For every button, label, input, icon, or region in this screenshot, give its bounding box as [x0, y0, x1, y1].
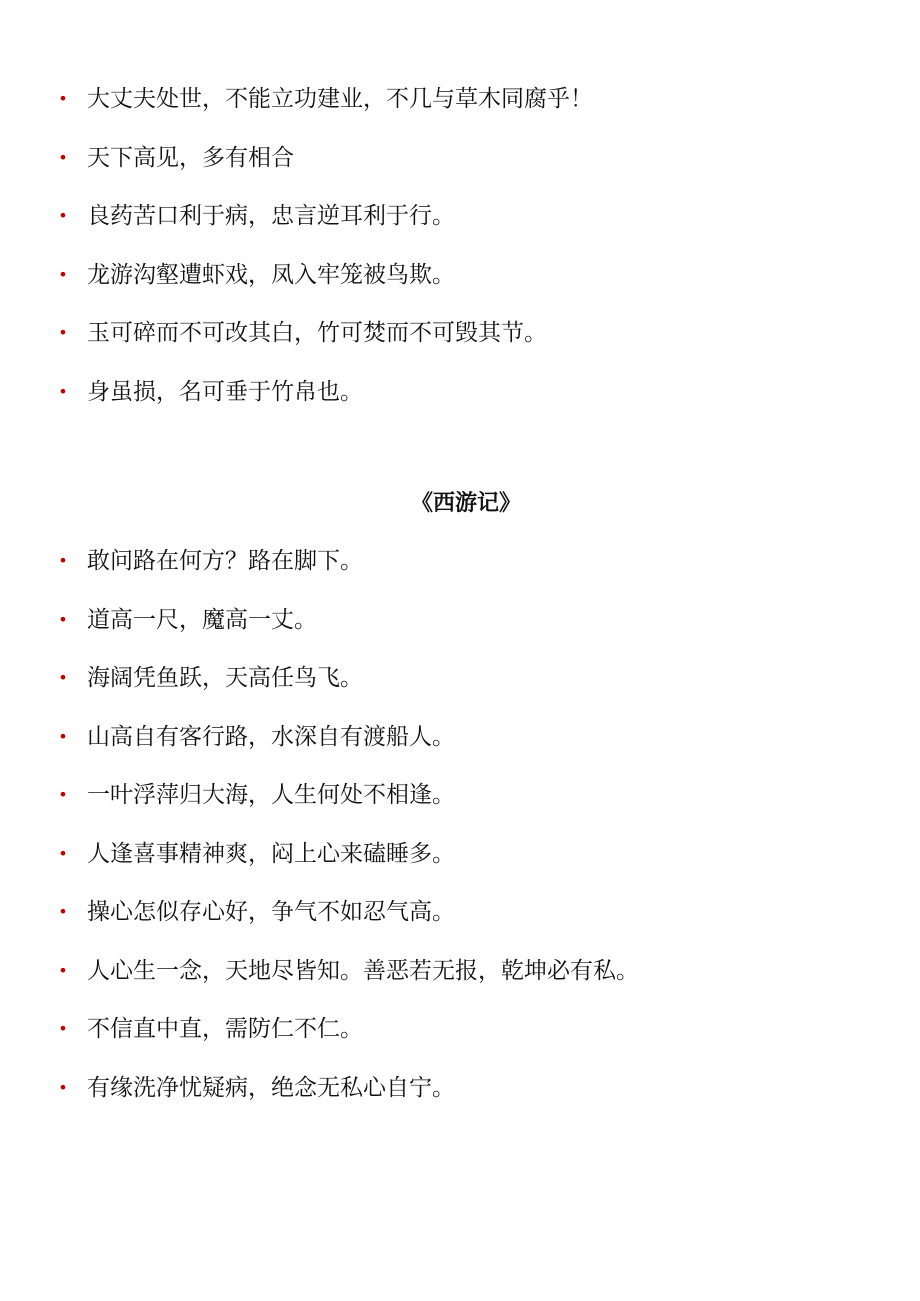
list-item	[0, 591, 920, 650]
bullet-icon: •	[58, 381, 68, 401]
quote-text: 人心生一念，天地尽皆知。善恶若无报，乾坤必有私。	[87, 957, 639, 984]
quote-text: 一叶浮萍归大海，人生何处不相逢。	[87, 782, 455, 808]
list-item	[0, 649, 920, 708]
quote-text: 山高自有客行路，水深自有渡船人。	[87, 723, 455, 750]
list-item	[0, 708, 920, 767]
quote-list-sanguo	[0, 70, 920, 421]
quote-text: 大丈夫处世，不能立功建业，不几与草木同腐乎！	[87, 86, 593, 112]
list-item	[0, 1059, 920, 1118]
bullet-icon: •	[58, 785, 68, 804]
bullet-icon: •	[58, 1077, 68, 1097]
list-item	[0, 766, 920, 825]
bullet-icon: •	[58, 668, 68, 687]
quote-text: 操心怎似存心好，争气不如忍气高。	[87, 899, 455, 925]
bullet-icon: •	[58, 1019, 68, 1038]
quote-text: 龙游沟壑遭虾戏，凤入牢笼被鸟欺。	[87, 261, 455, 288]
list-item	[0, 942, 920, 1001]
list-item	[0, 304, 920, 363]
quote-text: 有缘洗净忧疑病，绝念无私心自宁。	[87, 1074, 455, 1101]
quote-text: 良药苦口利于病，忠言逆耳利于行。	[87, 203, 455, 229]
bullet-icon: •	[58, 609, 68, 629]
bullet-icon: •	[58, 902, 68, 921]
quote-text: 道高一尺，魔高一丈。	[87, 606, 317, 633]
quote-text: 玉可碎而不可改其白，竹可焚而不可毁其节。	[87, 320, 547, 346]
bullet-icon: •	[58, 726, 68, 746]
bullet-icon: •	[58, 843, 68, 863]
bullet-icon: •	[58, 960, 68, 980]
bullet-icon: •	[58, 206, 68, 225]
bullet-icon: •	[58, 551, 68, 570]
quote-text: 人逢喜事精神爽，闷上心来磕睡多。	[87, 840, 455, 867]
list-item	[0, 883, 920, 942]
quote-text: 身虽损，名可垂于竹帛也。	[87, 378, 363, 405]
list-item	[0, 187, 920, 246]
quote-text: 天下高见，多有相合	[87, 144, 294, 171]
bullet-icon: •	[58, 264, 68, 284]
bullet-icon: •	[58, 147, 68, 167]
list-item	[0, 363, 920, 422]
quote-text: 不信直中直，需防仁不仁。	[87, 1016, 363, 1042]
quote-text: 敢问路在何方？路在脚下。	[87, 548, 363, 574]
list-item	[0, 129, 920, 188]
section-title: 《西游记》	[410, 491, 521, 516]
quote-list-xiyouji	[0, 532, 920, 1117]
list-item	[0, 1000, 920, 1059]
list-item	[0, 70, 920, 129]
list-item	[0, 825, 920, 884]
quote-text: 海阔凭鱼跃，天高任鸟飞。	[87, 665, 363, 691]
list-item	[0, 532, 920, 591]
bullet-icon: •	[58, 89, 68, 108]
bullet-icon: •	[58, 323, 68, 342]
list-item	[0, 246, 920, 305]
